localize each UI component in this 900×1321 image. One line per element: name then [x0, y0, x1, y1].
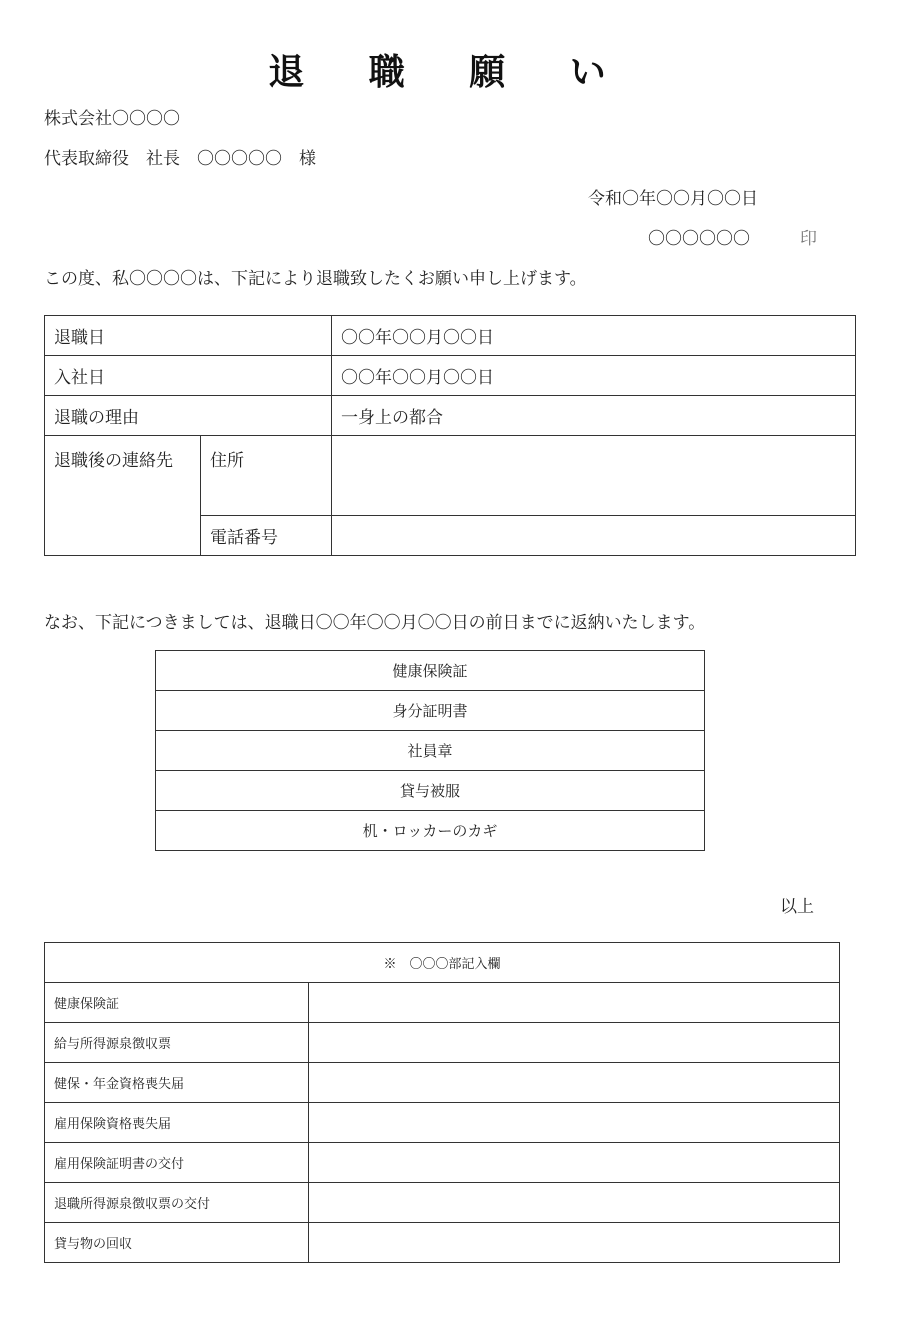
retire-date-label: 退職日: [45, 316, 332, 356]
table-row: [45, 1063, 840, 1103]
row-value: [309, 983, 840, 1023]
seal-mark: 印: [800, 229, 817, 249]
intro-text: この度、私〇〇〇〇は、下記により退職致したくお願い申し上げます。: [44, 269, 587, 289]
return-items-table: [155, 650, 705, 851]
company-name: 株式会社〇〇〇〇: [44, 109, 180, 129]
row-value: [309, 1223, 840, 1263]
phone-label: 電話番号: [201, 516, 332, 556]
submission-date: 令和〇年〇〇月〇〇日: [588, 189, 758, 209]
table-row: [45, 1223, 840, 1263]
reason-label: 退職の理由: [45, 396, 332, 436]
list-item: 身分証明書: [156, 691, 705, 731]
table-row: [45, 1183, 840, 1223]
join-date-value: 〇〇年〇〇月〇〇日: [332, 356, 856, 396]
page-title: 退 職 願 い: [268, 51, 632, 93]
row-value: [309, 1103, 840, 1143]
row-value: [309, 1023, 840, 1063]
closing-text: 以上: [780, 897, 814, 917]
reason-value: 一身上の都合: [332, 396, 856, 436]
address-label: 住所: [201, 436, 332, 516]
table-row: [45, 356, 856, 396]
row-label: 貸与物の回収: [45, 1223, 309, 1263]
address-value: [332, 436, 856, 516]
list-item: 社員章: [156, 731, 705, 771]
table-row: [45, 1103, 840, 1143]
department-header: ※ 〇〇〇部記入欄: [45, 943, 840, 983]
table-row: [45, 396, 856, 436]
contact-label: 退職後の連絡先: [45, 436, 201, 556]
row-label: 退職所得源泉徴収票の交付: [45, 1183, 309, 1223]
row-value: [309, 1143, 840, 1183]
list-item: 貸与被服: [156, 771, 705, 811]
row-value: [309, 1063, 840, 1103]
applicant-name: 〇〇〇〇〇〇: [648, 229, 750, 249]
return-note: なお、下記につきましては、退職日〇〇年〇〇月〇〇日の前日までに返納いたします。: [44, 613, 706, 633]
table-row: [45, 983, 840, 1023]
table-row: [45, 436, 856, 516]
row-label: 雇用保険資格喪失届: [45, 1103, 309, 1143]
row-label: 雇用保険証明書の交付: [45, 1143, 309, 1183]
details-table: [44, 315, 856, 556]
row-value: [309, 1183, 840, 1223]
department-table: [44, 942, 840, 1263]
row-label: 健保・年金資格喪失届: [45, 1063, 309, 1103]
join-date-label: 入社日: [45, 356, 332, 396]
table-row: [45, 1143, 840, 1183]
retire-date-value: 〇〇年〇〇月〇〇日: [332, 316, 856, 356]
table-row: [45, 1023, 840, 1063]
table-row: [45, 316, 856, 356]
list-item: 机・ロッカーのカギ: [156, 811, 705, 851]
list-item: 健康保険証: [156, 651, 705, 691]
addressee: 代表取締役 社長 〇〇〇〇〇 様: [44, 149, 316, 169]
row-label: 給与所得源泉徴収票: [45, 1023, 309, 1063]
phone-value: [332, 516, 856, 556]
row-label: 健康保険証: [45, 983, 309, 1023]
